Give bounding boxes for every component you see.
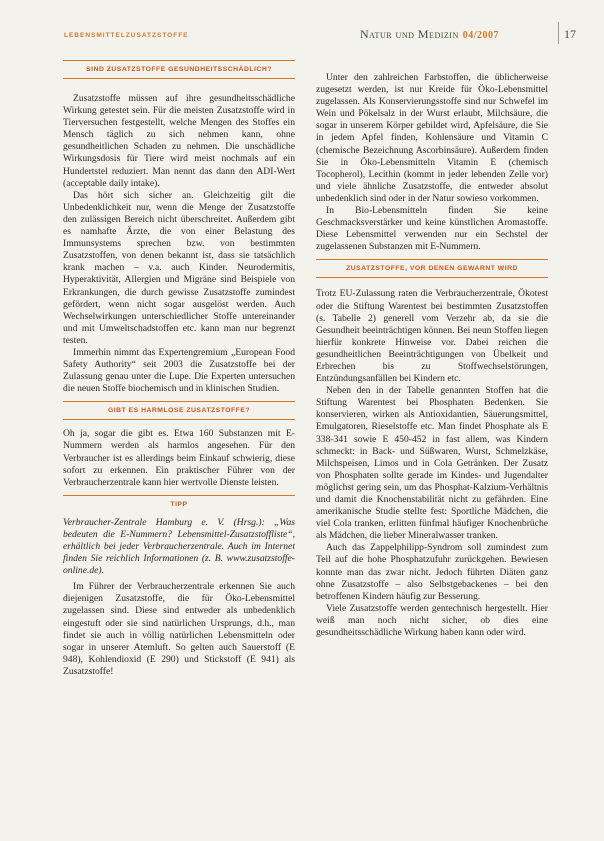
left-column: [63, 60, 295, 678]
paragraph: Im Führer der Verbraucherzentrale erkennen Sie auch diejenigen Zusatzstoffe, die für Öko-Lebensmittel zugelassen sind. Diese sind entweder als unbedenklich eingestuft oder sie sind natürlichen Ursprungs, d.h., man findet sie auch in völlig natürlichen Lebensmitteln oder sogar in unserer Atemluft. So gelten auch Sauerstoff (E 948), Kohlendioxid (E 290) und Stickstoff (E 941) als Zusatzstoffe!: [63, 581, 295, 677]
paragraph: Neben den in der Tabelle genannten Stoffen hat die Stiftung Warentest bei Phosphaten Bedenken. Sie konservieren, wirken als Antioxidantien, Säuerungsmittel, Emulgatoren, Rieselstoffe etc. Man findet Phosphate als E 338-341 sowie E 450-452 in fast allem, was Kindern schmeckt: in Back- und Süßwaren, Wurst, Schmelzkäse, Milchspeisen, Limos und in Cola Getränken. Der Zusatz von Phosphaten sollte gerade im Kindes- und Jugendalter möglichst gering sein, um das Phosphat-Kalzium-Verhältnis und damit die Knochenstabilität nicht zu gefährden. Eine amerikanische Studie stellte fest: Sportliche Mädchen, die viel Cola tranken, erlitten fünfmal häufiger Knochenbrüche als Mädchen, die lieber Mineralwasser tranken.: [316, 385, 548, 542]
tip-heading: TIPP: [63, 495, 295, 513]
section-heading-warnings: ZUSATZSTOFFE, VOR DENEN GEWARNT WIRD: [316, 259, 548, 278]
paragraph: Das hört sich sicher an. Gleichzeitig gilt die Unbedenklichkeit nur, wenn die Menge der Zusatzstoffe den zulässigen Bereich nicht überschreitet. Außerdem gibt es namhafte Ärzte, die von einer Belastung des Immunsystems sprechen bzw. von bestimmten Zusatzstoffen, von denen bekannt ist, dass sie tatsächlich krank machen – v.a. auch Kinder. Neurodermitis, Hyperaktivität, Allergien und Migräne sind Beispiele von Erkrankungen, die durch gewisse Zusatzstoffe zumindest gefördert, wenn nicht sogar ausgelöst werden. Auch Wechselwirkungen unterschiedlicher Stoffe untereinander und mit Umweltschadstoffen etc. kann man nur begrenzt testen.: [63, 189, 295, 346]
paragraph: Unter den zahlreichen Farbstoffen, die üblicherweise zugesetzt werden, ist nur Kreide für Öko-Lebensmittel zugelassen. Als Konservierungsstoffe sind nur Schwefel im Wein und Pökelsalz in der Wurst erlaubt, Milchsäure, die sogar in unserem Körper gebildet wird, Apfelsäure, die Sie in jedem Apfel finden, Kohlensäure und Vitamin C (chemische Bezeichnung Ascorbinsäure). Außerdem finden Sie in Öko-Lebensmitteln Vitamin E (chemisch Tocopherol), Lecithin (kommt in jeder lebenden Zelle vor) und viele ähnliche Zusatzstoffe, die entweder absolut unbedenklich sind oder in der Natur sowieso vorkommen.: [316, 72, 548, 204]
paragraph: In Bio-Lebensmitteln finden Sie keine Geschmacksverstärker und keine künstlichen Aromastoffe. Diese Lebensmittel verwenden nur ein Sechstel der zugelassenen Substanzen mit E-Nummern.: [316, 205, 548, 253]
section-label: LEBENSMITTELZUSATZSTOFFE: [64, 32, 189, 39]
tip-text: Verbraucher-Zentrale Hamburg e. V. (Hrsg.): „Was bedeuten die E-Nummern? Lebensmittel-Zusatzstoffliste“, erhältlich bei jeder Verbraucherzentrale. Auch im Internet finden Sie reichlich Informationen (z. B. www.zusatzstoffe-online.de).: [63, 516, 295, 577]
issue-number: 04/2007: [462, 30, 499, 41]
section-heading-harmless: GIBT ES HARMLOSE ZUSATZSTOFFE?: [63, 401, 295, 420]
section-heading-harmful: SIND ZUSATZSTOFFE GESUNDHEITSSCHÄDLICH?: [63, 60, 295, 79]
paragraph: Oh ja, sogar die gibt es. Etwa 160 Substanzen mit E-Nummern werden als harmlos angesehen. Für den Verbraucher ist es allerdings beim Einkauf schwierig, diese sofort zu erkennen. Ein praktischer Führer von der Verbraucherzentrale kann hier wertvolle Dienste leisten.: [63, 428, 295, 488]
paragraph: Viele Zusatzstoffe werden gentechnisch hergestellt. Hier weiß man noch nicht sicher, ob dies eine gesundheitsschädliche Wirkung haben kann oder wird.: [316, 602, 548, 639]
right-column: [316, 72, 548, 639]
paragraph: Trotz EU-Zulassung raten die Verbraucherzentrale, Ökotest oder die Stiftung Warentest bei bestimmten Zusatzstoffen (s. Tabelle 2) generell vom Verzehr ab, da sie die Gesundheit beeinträchtigen können. Bei neun Stoffen liegen hierfür konkrete Hinweise vor. Dabei reichen die gesundheitlichen Beeinträchtigungen von Übelkeit und Erbrechen bis zu Stoffwechselstörungen, Entzündungsanfällen bei Kindern etc.: [316, 288, 548, 385]
paragraph: Auch das Zappelphilipp-Syndrom soll zumindest zum Teil auf die hohe Phosphatzufuhr zurückgehen. Bewiesen konnte man das zwar nicht. Jedoch führten Diäten ganz ohne Zusatzstoffe – also Selbstgebackenes – bei den betroffenen Kindern häufig zur Besserung.: [316, 542, 548, 602]
magazine-title: [360, 27, 499, 42]
page-number: 17: [564, 27, 576, 41]
header-divider: [558, 22, 559, 44]
paragraph: Zusatzstoffe müssen auf ihre gesundheitsschädliche Wirkung getestet sein. Für die meisten Zusatzstoffe wird in Tierversuchen festgestellt, welche Mengen des Stoffes ein Mensch täglich zu sich nehmen kann, ohne gesundheitlichen Schaden zu nehmen. Die unschädliche Wirkungsdosis für Tiere wird meist nochmals auf ein Hundertstel reduziert. Man nennt das dann den ADI-Wert (acceptable daily intake).: [63, 93, 295, 189]
magazine-name: Natur und Medizin: [360, 27, 459, 41]
paragraph: Immerhin nimmt das Expertengremium „European Food Safety Authority“ seit 2003 die Zusatzstoffe bei der Zulassung genau unter die Lupe. Die Experten untersuchen die neuen Stoffe biochemisch und in klinischen Studien.: [63, 346, 295, 395]
